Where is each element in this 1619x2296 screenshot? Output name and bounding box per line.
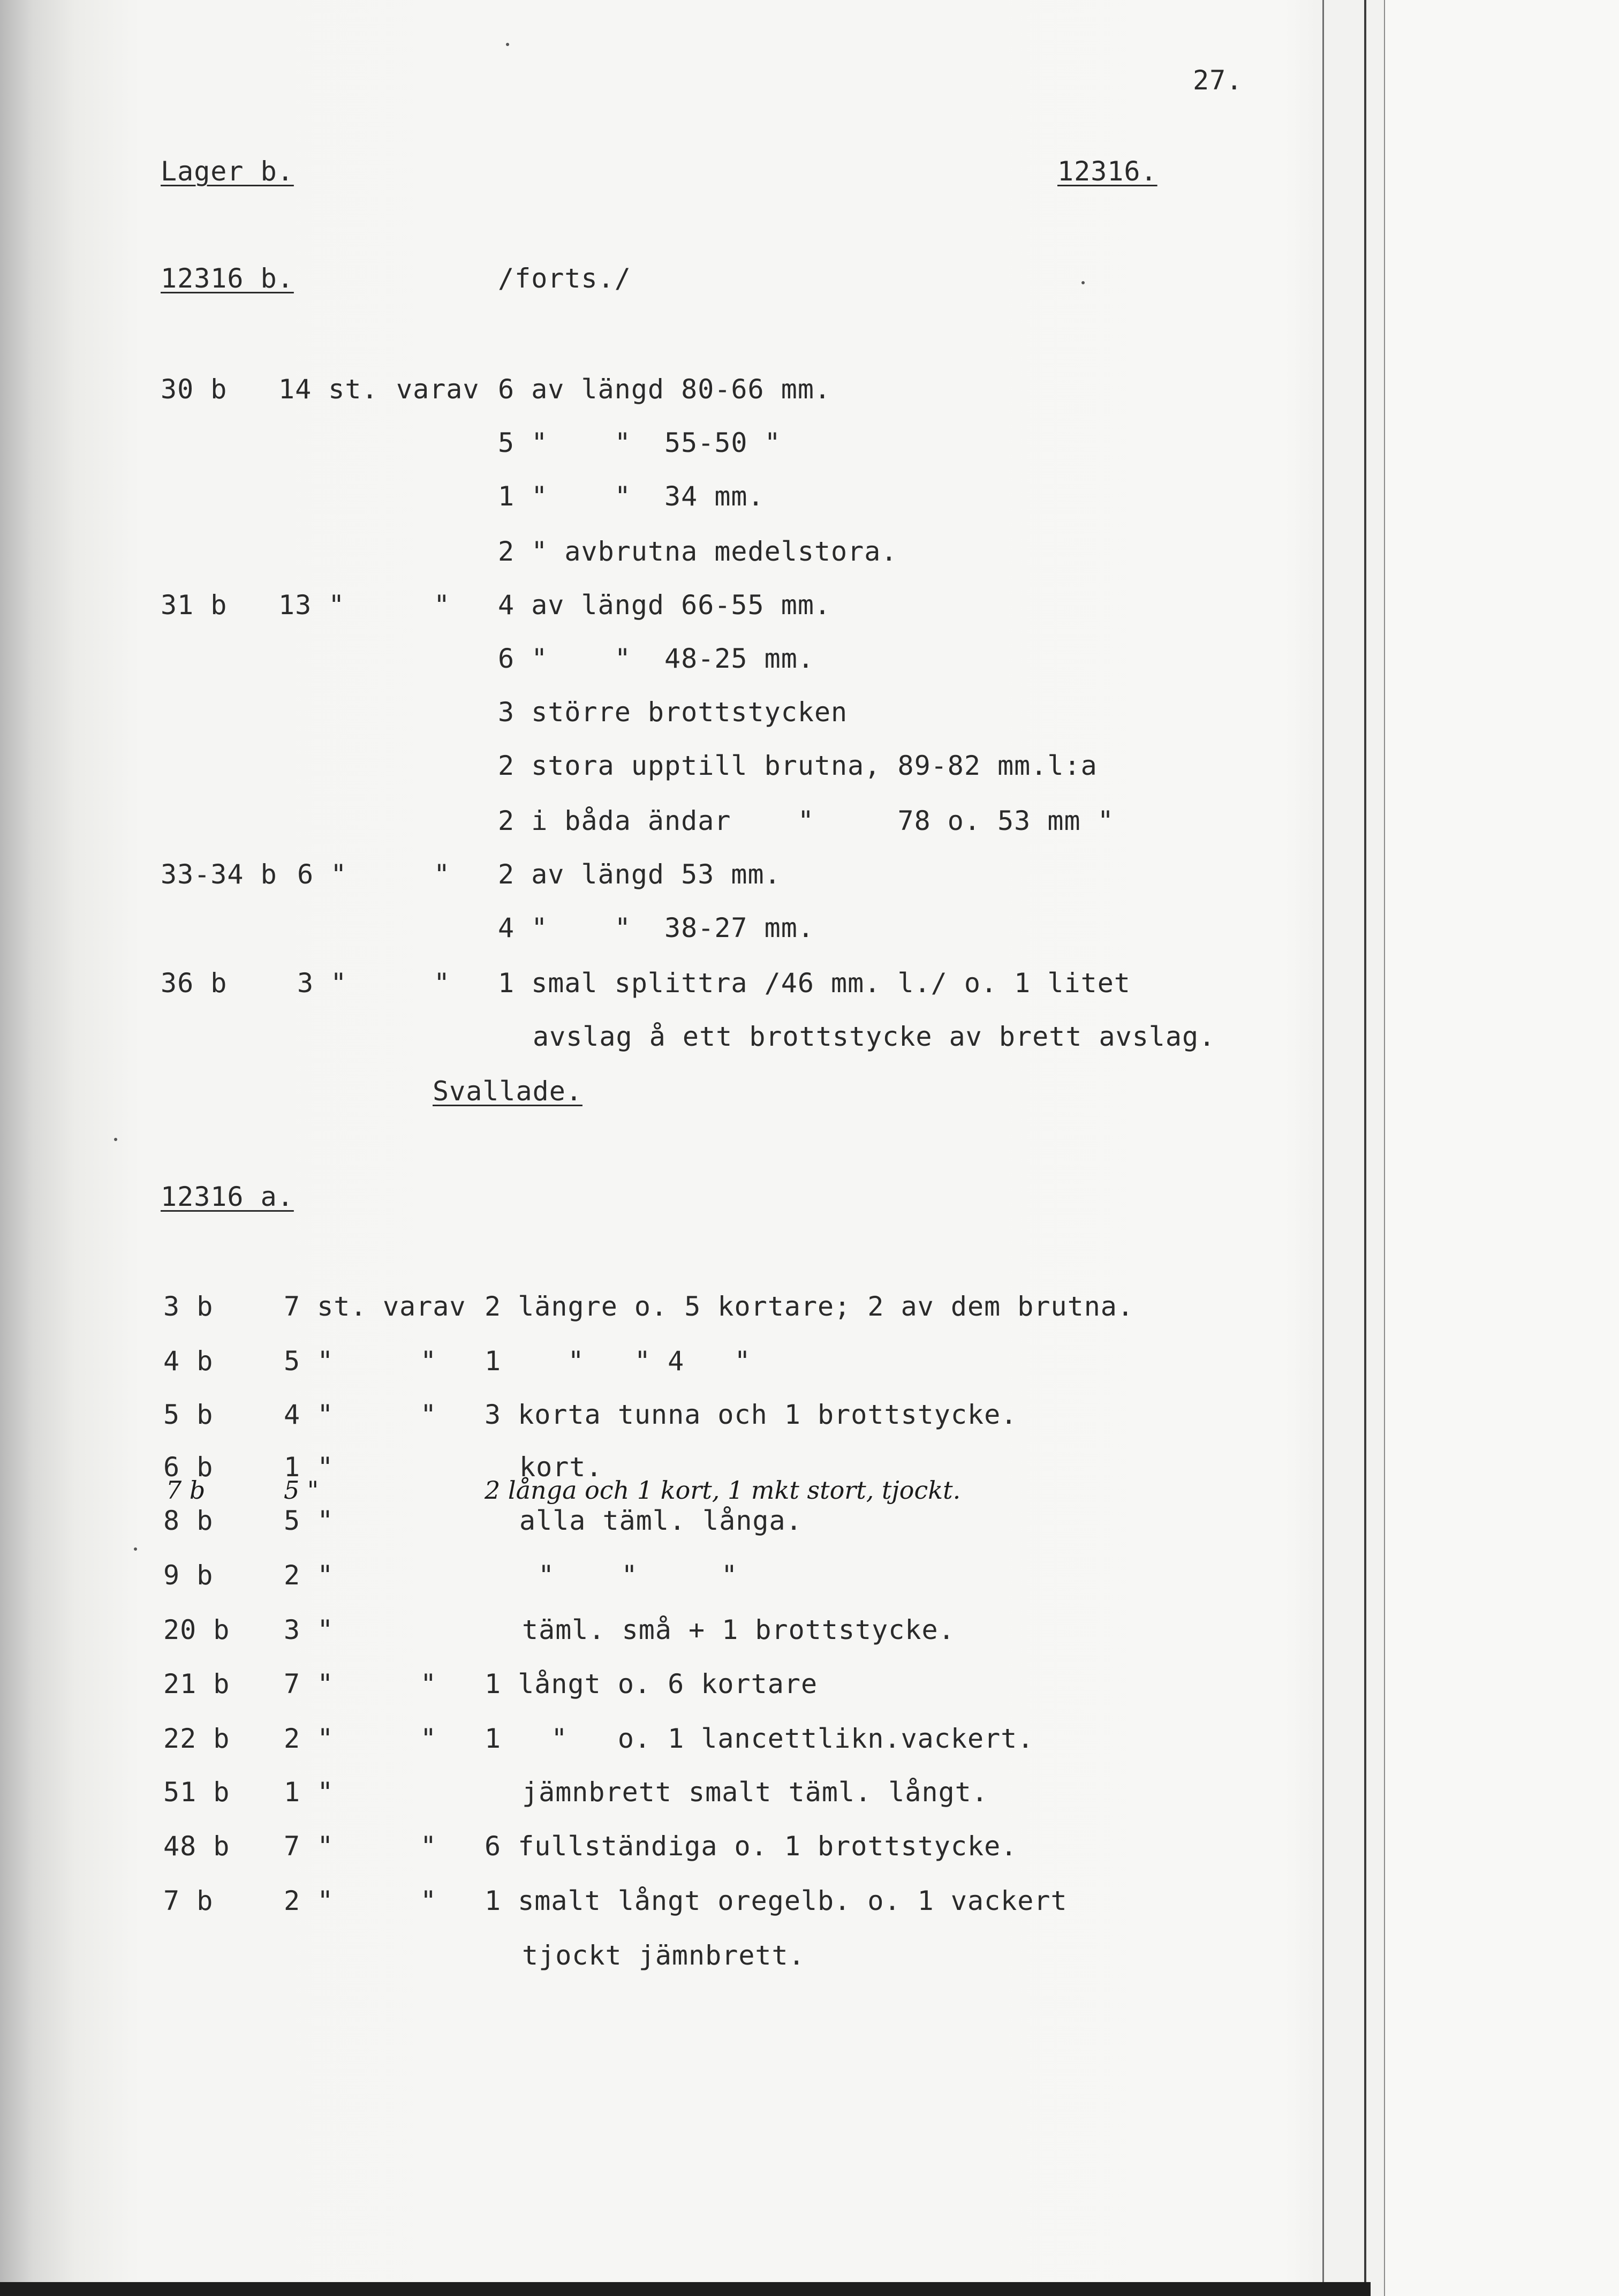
row-count: 3 " bbox=[297, 968, 347, 999]
row-count: 2 " bbox=[284, 1560, 334, 1591]
row-prefix: " bbox=[420, 1831, 437, 1862]
handwritten-row-count: 5 " bbox=[284, 1476, 319, 1505]
row-text: kort. bbox=[519, 1452, 603, 1483]
section-heading: 12316 b. bbox=[161, 263, 294, 294]
row-count: 2 " bbox=[284, 1885, 334, 1916]
row-text: 1 " " 34 mm. bbox=[498, 481, 765, 512]
row-count: 1 " bbox=[284, 1777, 334, 1808]
row-count: 2 " bbox=[284, 1723, 334, 1754]
row-prefix: varav bbox=[383, 1291, 466, 1322]
row-text: 3 större brottstycken bbox=[498, 697, 848, 728]
row-text: 1 smal splittra /46 mm. l./ o. 1 litet bbox=[498, 968, 1131, 999]
page-edge-line bbox=[1364, 0, 1366, 2296]
row-text: 1 " " 4 " bbox=[485, 1346, 751, 1377]
row-id: 4 b bbox=[163, 1346, 214, 1377]
row-count: 5 " bbox=[284, 1346, 334, 1377]
row-id: 30 b bbox=[161, 374, 228, 405]
row-text: 3 korta tunna och 1 brottstycke. bbox=[485, 1399, 1018, 1430]
row-text: 6 av längd 80-66 mm. bbox=[498, 374, 831, 405]
row-count: 6 " bbox=[297, 859, 347, 890]
row-count: 4 " bbox=[284, 1399, 334, 1430]
row-id: 31 b bbox=[161, 590, 228, 621]
row-text: tjockt jämnbrett. bbox=[522, 1940, 805, 1971]
page-edge-line bbox=[1322, 0, 1324, 2296]
row-prefix: " bbox=[434, 968, 451, 999]
row-text: 1 smalt långt oregelb. o. 1 vackert bbox=[485, 1885, 1068, 1916]
row-id: 6 b bbox=[163, 1452, 214, 1483]
section-heading: 12316 a. bbox=[161, 1181, 294, 1212]
row-text: 2 i båda ändar " 78 o. 53 mm " bbox=[498, 805, 1114, 836]
row-id: 21 b bbox=[163, 1668, 230, 1700]
row-id: 9 b bbox=[163, 1560, 214, 1591]
row-text: 4 " " 38-27 mm. bbox=[498, 912, 814, 943]
row-count: 7 " bbox=[284, 1668, 334, 1700]
row-id: 22 b bbox=[163, 1723, 230, 1754]
speck bbox=[506, 43, 509, 46]
row-count: 1 " bbox=[284, 1452, 334, 1483]
row-text: 6 fullständiga o. 1 brottstycke. bbox=[485, 1831, 1018, 1862]
row-prefix: " bbox=[420, 1885, 437, 1916]
row-count: 7 st. bbox=[284, 1291, 367, 1322]
row-prefix: " bbox=[420, 1723, 437, 1754]
row-count: 5 " bbox=[284, 1505, 334, 1536]
speck bbox=[114, 1138, 117, 1141]
row-id: 3 b bbox=[163, 1291, 214, 1322]
row-text: alla täml. långa. bbox=[519, 1505, 803, 1536]
speck bbox=[1081, 281, 1085, 284]
row-prefix: " bbox=[434, 590, 451, 621]
row-text: 2 längre o. 5 kortare; 2 av dem brutna. bbox=[485, 1291, 1134, 1322]
row-text: täml. små + 1 brottstycke. bbox=[522, 1614, 955, 1645]
row-count: 7 " bbox=[284, 1831, 334, 1862]
bottom-page-edge bbox=[0, 2282, 1371, 2296]
row-id: 20 b bbox=[163, 1614, 230, 1645]
row-text: 2 " avbrutna medelstora. bbox=[498, 536, 898, 567]
page-edge-line bbox=[1384, 0, 1385, 2296]
header-right-number: 12316. bbox=[1057, 156, 1157, 187]
row-id: 5 b bbox=[163, 1399, 214, 1430]
row-prefix: " bbox=[420, 1668, 437, 1700]
row-prefix: " bbox=[420, 1399, 437, 1430]
speck bbox=[134, 1547, 137, 1551]
row-prefix: varav bbox=[396, 374, 480, 405]
row-text: 2 av längd 53 mm. bbox=[498, 859, 781, 890]
row-text: 4 av längd 66-55 mm. bbox=[498, 590, 831, 621]
row-text: 2 stora upptill brutna, 89-82 mm.l:a bbox=[498, 750, 1098, 781]
section-note: /forts./ bbox=[498, 263, 631, 294]
row-text: jämnbrett smalt täml. långt. bbox=[522, 1777, 988, 1808]
row-prefix: " bbox=[434, 859, 451, 890]
row-count: 14 st. bbox=[278, 374, 379, 405]
row-id: 33-34 b bbox=[161, 859, 277, 890]
page-number: 27. bbox=[1193, 65, 1243, 96]
header-left-title: Lager b. bbox=[161, 156, 294, 187]
row-id: 7 b bbox=[163, 1885, 214, 1916]
handwritten-row-text: 2 långa och 1 kort, 1 mkt stort, tjockt. bbox=[485, 1476, 961, 1505]
row-id: 51 b bbox=[163, 1777, 230, 1808]
row-text: " " " bbox=[538, 1560, 738, 1591]
adjacent-page-strip bbox=[1384, 0, 1619, 2296]
row-prefix: " bbox=[420, 1346, 437, 1377]
row-text: 6 " " 48-25 mm. bbox=[498, 643, 814, 674]
row-text: 1 långt o. 6 kortare bbox=[485, 1668, 818, 1700]
row-id: 48 b bbox=[163, 1831, 230, 1862]
section-footer: Svallade. bbox=[433, 1076, 582, 1107]
handwritten-row-id: 7 b bbox=[166, 1476, 206, 1505]
row-id: 8 b bbox=[163, 1505, 214, 1536]
row-id: 36 b bbox=[161, 968, 228, 999]
row-count: 13 " bbox=[278, 590, 345, 621]
row-text: avslag å ett brottstycke av brett avslag. bbox=[533, 1021, 1216, 1052]
row-text: 1 " o. 1 lancettlikn.vackert. bbox=[485, 1723, 1034, 1754]
row-count: 3 " bbox=[284, 1614, 334, 1645]
row-text: 5 " " 55-50 " bbox=[498, 427, 781, 458]
